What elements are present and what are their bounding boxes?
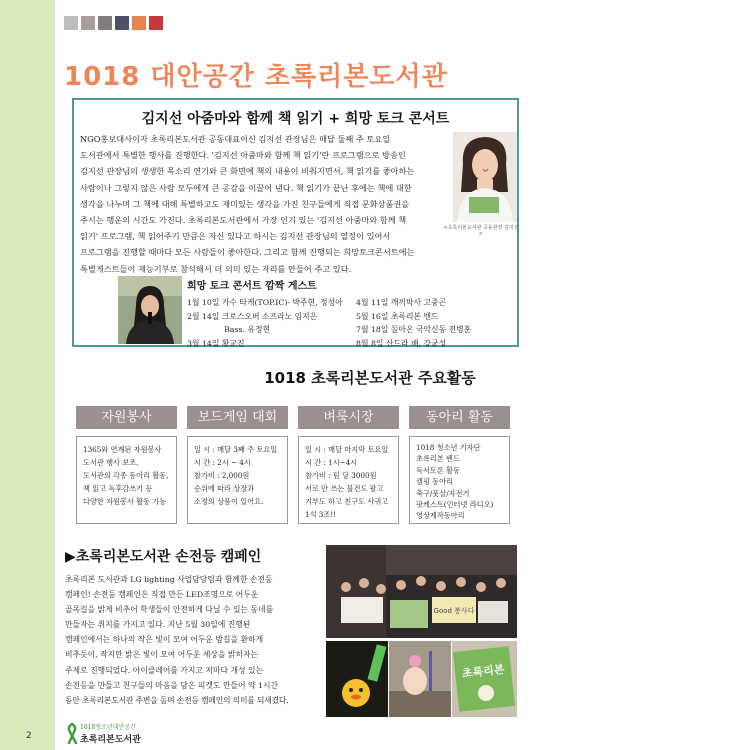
activity-line: 초록리본 밴드 (416, 454, 460, 464)
swatch (64, 16, 78, 30)
guest-entry: 2월 14일 크로스오버 소프라노 임지은 (187, 311, 318, 321)
activity-box-boardgame (187, 436, 288, 524)
portrait-photo (453, 132, 517, 222)
guest-entry: Bass. 유정현 (187, 325, 271, 335)
paragraph-line: 주제로 진행되었다. 아이클레어를 가지고 저마다 개성 있는 (65, 665, 264, 675)
footer-tagline: 1018청소년대안공간 (80, 724, 136, 731)
campaign-sign-photo (452, 641, 517, 717)
activity-box-clubs (409, 436, 510, 524)
activity-header-clubs: 동아리 활동 (409, 406, 510, 429)
guest-entry: 1월 10일 가수 타케(TOP.IC)- 박주현, 정성아 (187, 298, 343, 307)
guest-entry: 3월 14일 황교진 (187, 338, 245, 348)
guest-singer-photo (118, 276, 182, 344)
lantern-photo-2 (389, 641, 451, 717)
activity-header-boardgame: 보드게임 대회 (187, 406, 288, 429)
paragraph-line: 캠페인에서는 하나의 작은 빛이 모여 어두운 밤길을 환하게 (65, 635, 264, 645)
activity-line: 캠핑 동아리 (416, 477, 454, 487)
guest-entry: 5월 16일 초록리본 밴드 (356, 311, 439, 321)
activity-line: 순위에 따라 상장과 (194, 484, 255, 493)
activity-line: 참가비 : 2,000원 (194, 471, 250, 480)
page-title: 1018 대안공간 초록리본도서관 (64, 62, 448, 92)
activity-line: 시 간 : 2시 ~ 4시 (194, 458, 251, 467)
activity-line: 다양한 자원봉사 활동 가능 (83, 497, 167, 506)
activity-line: 1018 청소년 기자단 (416, 443, 481, 452)
paragraph-line: 도서관에서 특별한 행사를 진행한다. '김지선 아줌마와 함께 책 읽기'란 프로그램으로 방송인 (80, 150, 406, 161)
color-swatches (64, 16, 163, 30)
page-number: 2 (26, 731, 32, 741)
paragraph-line: 주시는 행운의 시간도 가진다. 초록리본도서관에서 가장 인기 있는 '김지선 아줌마와 함께 책 (80, 215, 407, 226)
green-ribbon-icon (66, 722, 78, 744)
activity-line: 도서관의 각종 동아리 활동, (83, 471, 169, 480)
paragraph-line: 사람이나 그렇지 않은 사람 모두에게 큰 공감을 이끌어 낸다. 책 읽기가 끝난 후에는 책에 대한 (80, 182, 412, 193)
activity-line: 축구/풋살/자전거 (416, 488, 470, 498)
activity-header-volunteer: 자원봉사 (76, 406, 177, 429)
guest-list-right (356, 296, 471, 350)
activity-line: 책 읽고 독후감쓰기 등 (83, 484, 153, 493)
paragraph-line: 읽기' 프로그램, 책 읽어주기 만큼은 자신 있다고 하시는 김지선 관장님의 열정이 있어서 (80, 231, 391, 242)
campaign-group-photo (326, 545, 517, 638)
guest-list-title: 희망 토크 콘서트 깜짝 게스트 (187, 281, 317, 292)
activity-line: 시 간 : 1시~4시 (305, 458, 358, 467)
feature-paragraph (80, 131, 440, 277)
activity-line: 기부도 하고 친구도 사귀고 (305, 497, 389, 506)
activity-line: 도서관 행사 보조, (83, 458, 139, 467)
guest-entry: 8월 8일 산드라 배, 강균성 (356, 338, 447, 348)
activities-title: 1018 초록리본도서관 주요활동 (264, 369, 476, 387)
paragraph-line: 캠페인! 손전등 캠페인은 직접 만든 LED조명으로 어두운 (65, 590, 259, 600)
paragraph-line: 골목길을 밝게 비추어 학생들이 안전하게 다닐 수 있는 동네를 (65, 605, 274, 615)
paragraph-line: 손전등을 만들고 친구들의 마음을 담은 피켓도 만들어 약 1시간 (65, 680, 279, 690)
activity-line: 참가비 : 팀 당 3000원 (305, 471, 377, 480)
footer-logo (66, 722, 141, 748)
guest-list-left (187, 296, 343, 350)
paragraph-line: 김지선 관장님의 생생한 목소리 연기와 큰 화면에 책의 내용이 비춰지면서, 책 읽기를 좋아하는 (80, 166, 415, 177)
guest-entry: 7월 18일 돌아온 국악신동 전병훈 (356, 325, 472, 335)
feature-title: 김지선 아줌마와 함께 책 읽기 + 희망 토크 콘서트 (141, 111, 450, 127)
activity-line: 팟케스트(인터넷 라디오) (416, 500, 494, 510)
footer-library-name: 초록리본도서관 (80, 735, 141, 745)
portrait-caption: <초록리본도서관 공동관장 김지선> (443, 225, 519, 237)
paragraph-line: 비추듯이, 작지만 밝은 빛이 모여 어두운 세상을 밝히자는 (65, 650, 259, 660)
activity-line: 서로 안 쓰는 물건도 팔고 (305, 484, 384, 493)
photo-sign-text: Good 봉사다 (433, 607, 475, 615)
activity-line: 소정의 상품이 있어요. (194, 497, 264, 506)
photo-sign-text: 초록리본 (461, 662, 506, 681)
swatch (98, 16, 112, 30)
paragraph-line: 프로그램을 진행할 때마다 모든 사람들이 좋아한다. 그리고 함께 진행되는 희망토크콘서트에는 (80, 247, 415, 258)
paragraph-line: 동안 초록리본도서관 주변을 돌며 손전등 캠페인의 의미를 되새겼다. (65, 695, 289, 705)
swatch (149, 16, 163, 30)
activity-header-fleamarket: 벼룩시장 (298, 406, 399, 429)
guest-entry: 4월 11일 깨끼박사 고중곤 (356, 298, 447, 307)
activity-line: 일 시 : 매달 3째 주 토요일 (194, 445, 278, 454)
activity-line: 1석 3조!! (305, 510, 337, 519)
swatch (81, 16, 95, 30)
swatch (115, 16, 129, 30)
paragraph-line: 만들자는 취지를 가지고 있다. 지난 5월 30일에 진행된 (65, 620, 251, 630)
swatch (132, 16, 146, 30)
feature-box (72, 98, 519, 347)
lantern-photo-1 (326, 641, 388, 717)
campaign-paragraph (65, 572, 325, 708)
activity-line: 독서토론 활동 (416, 465, 460, 475)
paragraph-line: 특별게스트들이 재능기부로 참석해서 더 의미 있는 자리를 만들어 주고 있다. (80, 263, 352, 274)
activity-line: 일 시 : 매달 마지막 토요일 (305, 445, 389, 454)
paragraph-line: 생각을 나누며 그 책에 대해 특별하고도 재미있는 생각을 가진 친구들에게 직접 문화상품권을 (80, 198, 410, 209)
activity-box-volunteer (76, 436, 177, 524)
activity-box-fleamarket (298, 436, 399, 524)
activity-line: 1365와 연계된 자원봉사 (83, 445, 162, 454)
campaign-title: ▶초록리본도서관 손전등 캠페인 (65, 549, 262, 565)
paragraph-line: 초록리본 도서관과 LG lighting 사업담당팀과 함께한 손전등 (65, 575, 273, 584)
paragraph-line: NGO홍보대사이자 초록리본도서관 공동대표이신 김지선 관장님은 매달 둘째 주 토요일 (80, 134, 391, 144)
activity-line: 영상제작동아리 (416, 511, 465, 521)
